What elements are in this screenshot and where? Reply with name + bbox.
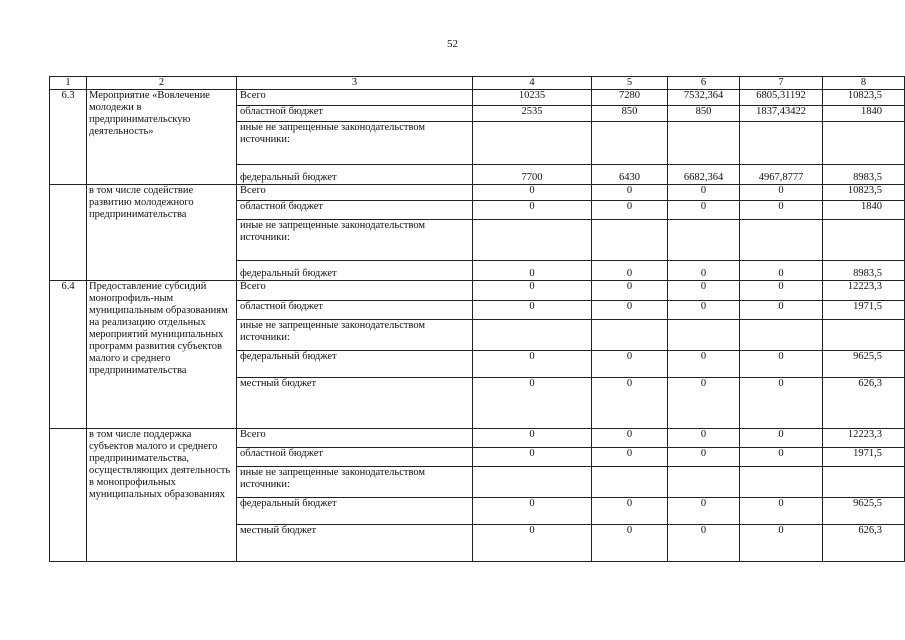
table-cell: [668, 220, 740, 261]
table-cell: 0: [473, 201, 592, 220]
table-cell: 0: [473, 498, 592, 525]
table-cell: [668, 467, 740, 498]
funding-source: федеральный бюджет: [237, 498, 473, 525]
column-number: 2: [87, 77, 237, 90]
table-cell: [473, 220, 592, 261]
table-cell: 0: [473, 281, 592, 301]
table-cell: 1837,43422: [740, 106, 823, 122]
table-cell: 0: [668, 351, 740, 378]
table-cell: 0: [740, 378, 823, 429]
table-cell: 0: [668, 185, 740, 201]
table-cell: 0: [668, 281, 740, 301]
table-cell: 0: [668, 378, 740, 429]
table-cell: 0: [473, 525, 592, 562]
table-cell: [823, 320, 905, 351]
table-cell: 0: [592, 448, 668, 467]
funding-source: областной бюджет: [237, 106, 473, 122]
table-cell: 0: [592, 378, 668, 429]
table-cell: 0: [592, 261, 668, 281]
row-index: [50, 429, 87, 562]
table-cell: [740, 320, 823, 351]
funding-source: Всего: [237, 281, 473, 301]
table-cell: 12223,3: [823, 281, 905, 301]
activity-description: в том числе содействие развитию молодежного предпринимательства: [87, 185, 237, 281]
activity-description: Предоставление субсидий монопрофиль-ным муниципальным образованиям на реализацию отдельных мероприятий муниципальных программ развития субъектов малого и среднего предпринимательства: [87, 281, 237, 429]
table-cell: 0: [473, 378, 592, 429]
table-cell: 7700: [473, 165, 592, 185]
table-cell: 7532,364: [668, 90, 740, 106]
table-cell: 9625,5: [823, 351, 905, 378]
table-cell: 0: [592, 185, 668, 201]
funding-source: областной бюджет: [237, 301, 473, 320]
table-cell: [592, 320, 668, 351]
table-cell: 0: [668, 448, 740, 467]
column-number: 8: [823, 77, 905, 90]
table-cell: 0: [592, 201, 668, 220]
table-cell: 0: [473, 448, 592, 467]
table-cell: 0: [668, 261, 740, 281]
table-cell: 0: [592, 429, 668, 448]
funding-source: Всего: [237, 429, 473, 448]
table-cell: 0: [668, 429, 740, 448]
column-number: 7: [740, 77, 823, 90]
funding-source: Всего: [237, 90, 473, 106]
activity-description: Мероприятие «Вовлечение молодежи в предпринимательскую деятельность»: [87, 90, 237, 185]
funding-source: Всего: [237, 185, 473, 201]
column-number: 3: [237, 77, 473, 90]
table-cell: 1971,5: [823, 301, 905, 320]
table-cell: [823, 122, 905, 165]
table-cell: 0: [740, 498, 823, 525]
table-cell: 0: [740, 261, 823, 281]
table-cell: [473, 122, 592, 165]
column-number: 4: [473, 77, 592, 90]
table-cell: [592, 220, 668, 261]
table-cell: 0: [668, 525, 740, 562]
page-number: 52: [447, 38, 458, 50]
table-cell: 4967,8777: [740, 165, 823, 185]
table-cell: 6805,31192: [740, 90, 823, 106]
table-cell: 0: [740, 429, 823, 448]
table-cell: 9625,5: [823, 498, 905, 525]
column-number: 5: [592, 77, 668, 90]
table-cell: 1971,5: [823, 448, 905, 467]
table-cell: [740, 467, 823, 498]
table-cell: 0: [740, 201, 823, 220]
table-cell: [592, 467, 668, 498]
table-cell: 6430: [592, 165, 668, 185]
funding-source: областной бюджет: [237, 201, 473, 220]
table-cell: 0: [740, 185, 823, 201]
table-cell: 0: [592, 281, 668, 301]
table-cell: 8983,5: [823, 165, 905, 185]
table-cell: 626,3: [823, 378, 905, 429]
activity-description: в том числе поддержка субъектов малого и среднего предпринимательства, осуществляющих деятельность в монопрофильных муниципальных образованиях: [87, 429, 237, 562]
funding-source: местный бюджет: [237, 378, 473, 429]
table-cell: 0: [473, 351, 592, 378]
row-index: 6.4: [50, 281, 87, 429]
table-cell: [668, 320, 740, 351]
table-cell: 1840: [823, 106, 905, 122]
table-cell: 10823,5: [823, 185, 905, 201]
column-number-row: [50, 77, 905, 90]
table-cell: [740, 122, 823, 165]
table-cell: 0: [473, 185, 592, 201]
funding-source: областной бюджет: [237, 448, 473, 467]
table-cell: [668, 122, 740, 165]
funding-source: федеральный бюджет: [237, 351, 473, 378]
funding-source: иные не запрещенные законодательством источники:: [237, 467, 473, 498]
table-row: [50, 185, 905, 201]
table-cell: 0: [740, 281, 823, 301]
table-cell: [473, 320, 592, 351]
funding-source: иные не запрещенные законодательством источники:: [237, 122, 473, 165]
table-cell: 8983,5: [823, 261, 905, 281]
table-row: [50, 90, 905, 106]
row-index: [50, 185, 87, 281]
table-cell: 0: [668, 498, 740, 525]
table-row: [50, 429, 905, 448]
table-cell: 0: [473, 301, 592, 320]
table-cell: [592, 122, 668, 165]
table-cell: 6682,364: [668, 165, 740, 185]
table-cell: 0: [740, 525, 823, 562]
table-cell: [740, 220, 823, 261]
table-cell: 10235: [473, 90, 592, 106]
table-cell: 0: [668, 201, 740, 220]
table-cell: 0: [740, 351, 823, 378]
budget-table: [49, 76, 905, 562]
table-cell: 12223,3: [823, 429, 905, 448]
table-cell: [823, 467, 905, 498]
table-cell: 0: [473, 261, 592, 281]
table-row: [50, 281, 905, 301]
table-cell: 1840: [823, 201, 905, 220]
table-cell: 7280: [592, 90, 668, 106]
table-cell: [823, 220, 905, 261]
table-cell: 626,3: [823, 525, 905, 562]
table-cell: 850: [668, 106, 740, 122]
table-cell: 0: [740, 301, 823, 320]
funding-source: иные не запрещенные законодательством источники:: [237, 220, 473, 261]
table-cell: 0: [592, 351, 668, 378]
table-cell: [473, 467, 592, 498]
table-cell: 10823,5: [823, 90, 905, 106]
funding-source: иные не запрещенные законодательством источники:: [237, 320, 473, 351]
funding-source: местный бюджет: [237, 525, 473, 562]
table-cell: 2535: [473, 106, 592, 122]
table-cell: 0: [473, 429, 592, 448]
funding-source: федеральный бюджет: [237, 165, 473, 185]
column-number: 1: [50, 77, 87, 90]
table-cell: 0: [592, 525, 668, 562]
table-cell: 0: [592, 301, 668, 320]
row-index: 6.3: [50, 90, 87, 185]
funding-source: федеральный бюджет: [237, 261, 473, 281]
table-cell: 0: [592, 498, 668, 525]
column-number: 6: [668, 77, 740, 90]
table-cell: 0: [668, 301, 740, 320]
table-cell: 850: [592, 106, 668, 122]
table-cell: 0: [740, 448, 823, 467]
